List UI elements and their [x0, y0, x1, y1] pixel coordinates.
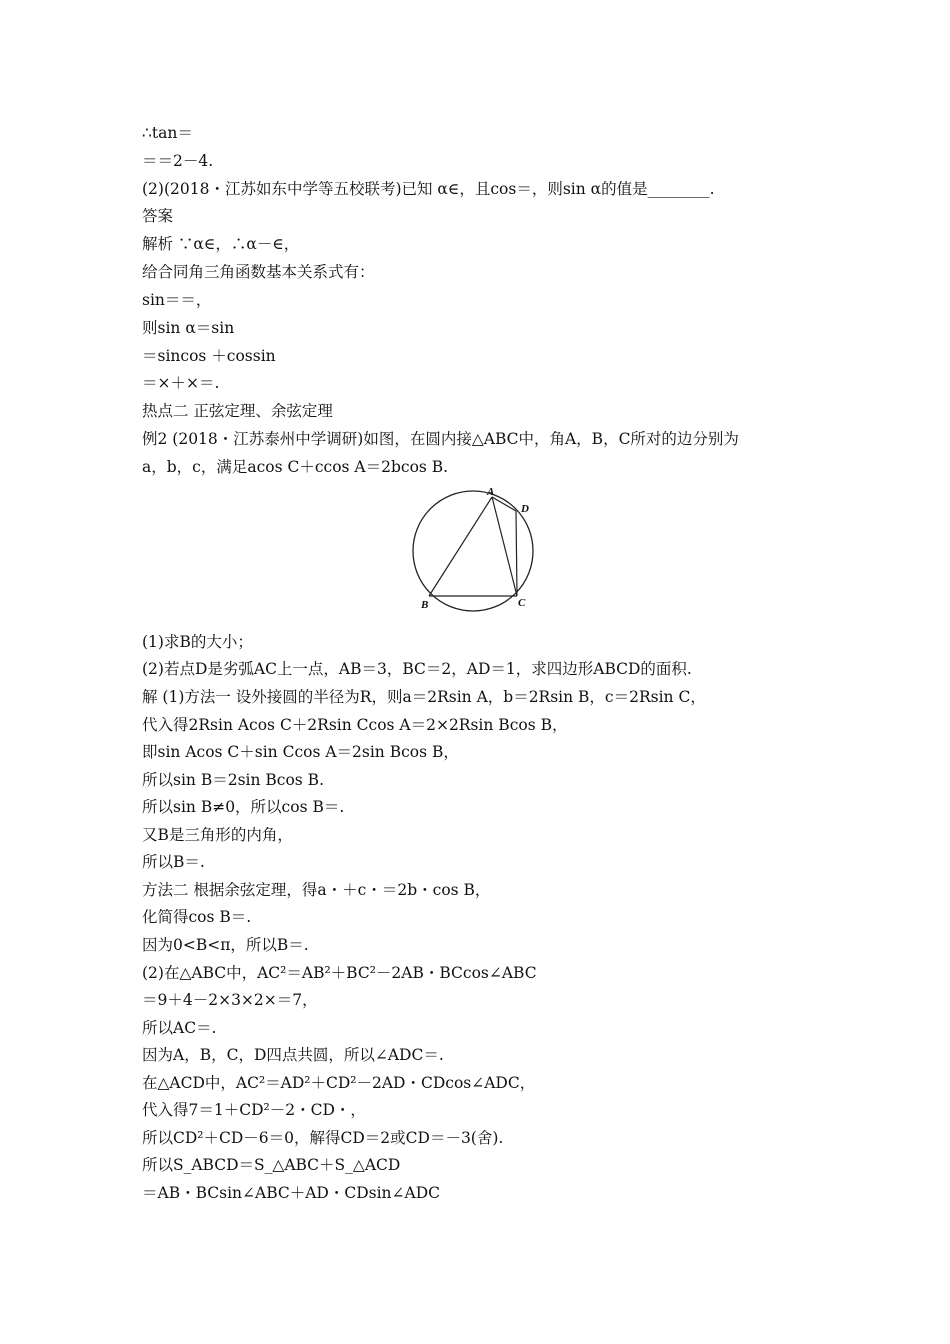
vertex-label-A: A [487, 486, 495, 498]
section-heading: 热点二 正弦定理、余弦定理 [142, 402, 333, 420]
solution-line: 所以AC＝. [142, 1019, 217, 1037]
text-line: ＝sincos ＋cossin [142, 347, 276, 365]
solution-line: 所以B＝. [142, 853, 205, 871]
vertex-label-C: C [518, 597, 526, 609]
example-line: 例2 (2018・江苏泰州中学调研)如图，在圆内接△ABC中，角A，B，C所对的边分别为 [142, 430, 739, 448]
inscribed-quadrilateral-figure [405, 484, 545, 614]
answer-heading: 答案 [142, 207, 174, 225]
text-line: ＝＝2－4. [142, 152, 214, 170]
text-line: sin＝＝， [142, 291, 212, 309]
segment-AC [492, 497, 517, 596]
solution-line: 代入得7＝1＋CD²－2・CD・， [142, 1101, 366, 1119]
solution-line: 所以CD²＋CD－6＝0，解得CD＝2或CD＝－3(舍). [142, 1129, 504, 1147]
text-line: ∴tan＝ [142, 124, 193, 142]
solution-line: 代入得2Rsin Acos C＋2Rsin Ccos A＝2×2Rsin Bcos B， [142, 716, 568, 734]
solution-line: 所以S_ABCD＝S_△ABC＋S_△ACD [142, 1156, 401, 1174]
question-line: (1)求B的大小； [142, 633, 253, 651]
text-line: ＝×＋×＝. [142, 374, 220, 392]
solution-line: (2)在△ABC中，AC²＝AB²＋BC²－2AB・BCcos∠ABC [142, 964, 537, 982]
solution-line: 方法二 根据余弦定理，得a・＋c・＝2b・cos B， [142, 881, 491, 899]
solution-line: 化简得cos B＝. [142, 908, 252, 926]
segment-DC [516, 511, 517, 596]
solution-line: 即sin Acos C＋sin Ccos A＝2sin Bcos B， [142, 743, 459, 761]
vertex-label-D: D [521, 503, 529, 515]
solution-line: 又B是三角形的内角， [142, 826, 293, 844]
text-line: 解析 ∵α∈，∴α－∈， [142, 235, 300, 253]
solution-line: 所以sin B＝2sin Bcos B. [142, 771, 324, 789]
example-line: a，b，c，满足acos C＋ccos A＝2bcos B. [142, 458, 449, 476]
solution-line: 在△ACD中，AC²＝AD²＋CD²－2AD・CDcos∠ADC， [142, 1074, 536, 1092]
question-line: (2)若点D是劣弧AC上一点，AB＝3，BC＝2，AD＝1，求四边形ABCD的面积. [142, 660, 692, 678]
vertex-label-B: B [421, 599, 429, 611]
solution-line: 解 (1)方法一 设外接圆的半径为R，则a＝2Rsin A，b＝2Rsin B，c＝2Rsin C， [142, 688, 706, 706]
text-line: 给合同角三角函数基本关系式有： [142, 263, 375, 281]
segment-AB [429, 497, 492, 596]
solution-line: ＝AB・BCsin∠ABC＋AD・CDsin∠ADC [142, 1184, 441, 1202]
solution-line: 因为A，B，C，D四点共圆，所以∠ADC＝. [142, 1046, 444, 1064]
solution-line: 所以sin B≠0，所以cos B＝. [142, 798, 345, 816]
solution-line: 因为0<B<π，所以B＝. [142, 936, 309, 954]
text-line: (2)(2018・江苏如东中学等五校联考)已知 α∈，且cos＝，则sin α的值是________. [142, 180, 715, 198]
text-line: 则sin α＝sin [142, 319, 235, 337]
solution-line: ＝9＋4－2×3×2×＝7， [142, 991, 318, 1009]
